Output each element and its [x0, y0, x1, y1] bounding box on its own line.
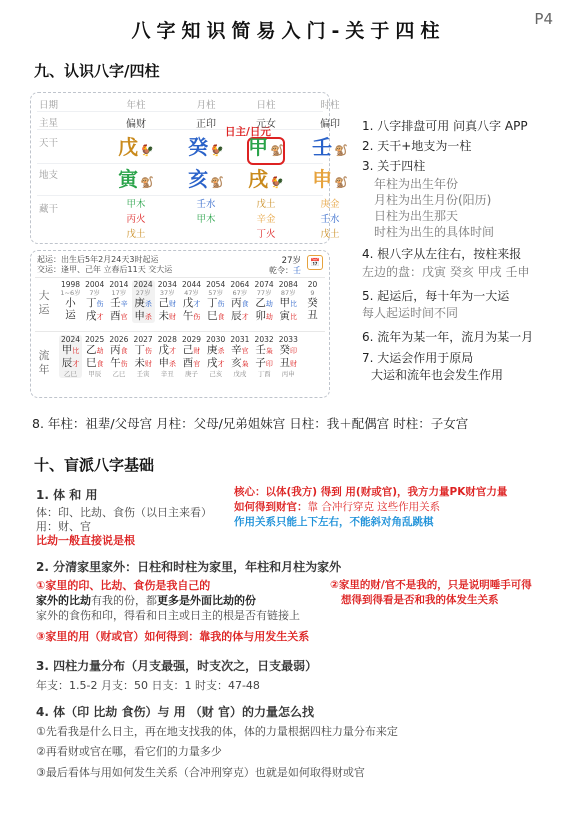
liunian-branch: 戌才: [206, 357, 225, 369]
dayun-stem-god: 伤: [96, 300, 104, 308]
liunian-branch-god: 食: [96, 360, 104, 368]
hidden-stem: 壬水: [196, 199, 216, 210]
stem-char: 甲: [248, 135, 269, 159]
liunian-branch: 亥枭: [231, 357, 249, 369]
liunian-col: [107, 335, 130, 378]
dayun-branch: 未财: [158, 310, 177, 322]
liunian-stem: 乙劫: [85, 344, 104, 356]
note-item: 日柱为出生那天: [374, 209, 459, 223]
stem-zodiac-icon: 🐒: [334, 144, 348, 157]
note-item: 年柱为出生年份: [374, 177, 459, 191]
branch-zodiac-icon: 🐒: [334, 176, 348, 189]
liunian-col: [180, 335, 203, 378]
s2-p3: 家外的食伤和印，得看和日主或日主的根是否有链接上: [36, 609, 300, 622]
branch-char: 戌: [248, 167, 269, 191]
branch-char: 亥: [188, 167, 209, 191]
pillars-panel: [30, 92, 348, 244]
hidden-stem: 丙火: [126, 214, 146, 225]
pillar-header-0: 年柱: [126, 100, 146, 111]
pillar-hidden-3: [305, 197, 355, 242]
s2-title: 2. 分清家里家外：日柱和时柱为家里，年柱和月柱为家外: [36, 560, 342, 574]
branch-zodiac-icon: 🐒: [210, 176, 224, 189]
dayun-branch: 戌才: [85, 310, 104, 322]
liunian-stem: 庚杀: [206, 344, 225, 356]
s1-core-2: 如何得到财官：靠 合冲行穿克 这些作用关系: [234, 501, 441, 513]
liunian-month-gz: 己亥: [209, 370, 223, 378]
s4-title: 4. 体（印 比劫 食伤）与 用 （财 官）的力量怎么找: [36, 705, 314, 719]
section-9-heading: 九、认识八字/四柱: [34, 62, 160, 80]
pillar-hidden-1: [181, 197, 231, 227]
dayun-branch: 卯劫: [255, 310, 273, 322]
liunian-branch: 辰才: [61, 357, 80, 369]
s3-title: 3. 四柱力量分布（月支最强，时支次之，日支最弱）: [36, 659, 318, 673]
palace-line: 8. 年柱：祖辈/父母宫 月柱：父母/兄弟姐妹宫 日柱：我＋配偶宫 时柱：子女宫: [32, 416, 469, 431]
liunian-stem-god: 官: [241, 347, 249, 355]
liunian-month-gz: 庚子: [185, 370, 198, 378]
rizhu-label: 日主/日元: [225, 126, 271, 138]
pillar-star-3: 偏印: [320, 119, 340, 130]
hidden-stem: 戊土: [126, 229, 146, 240]
liunian-branch-god: 才: [217, 360, 225, 368]
liunian-stem: 戊才: [158, 344, 177, 356]
s1-core: 核心：以体(我方) 得到 用(财或官)，我方力量PK财官力量: [234, 486, 508, 498]
s2-p5: 想得到得看是否和我的体发生关系: [341, 594, 499, 606]
s4-l3: ③最后看体与用如何发生关系（合冲刑穿克）也就是如何取得财或官: [36, 766, 365, 779]
dayun-branch: 午伤: [182, 310, 201, 322]
liunian-stem-god: 枭: [265, 347, 273, 355]
pillar-stem-2: [241, 137, 291, 157]
hidden-stem: 辛金: [256, 214, 276, 225]
liunian-stem: 辛官: [231, 344, 249, 356]
dayun-branch-god: 官: [120, 313, 128, 321]
liunian-branch: 午伤: [110, 357, 128, 369]
note-item: 1. 八字排盘可用 问真八字 APP: [362, 119, 528, 133]
liunian-stem: 壬枭: [255, 344, 273, 356]
branch-char: 寅: [118, 167, 139, 191]
note-item: 2. 天干+地支为一柱: [362, 139, 472, 153]
stem-char: 戊: [118, 135, 139, 159]
liunian-month-gz: 壬寅: [136, 370, 150, 378]
dayun-age: 9: [310, 289, 315, 297]
pillar-branch-3: [305, 169, 355, 189]
liunian-stem-god: 印: [290, 347, 298, 355]
row-label-branch: 地支: [39, 170, 59, 181]
dayun-year: 2004: [85, 280, 105, 289]
dayun-branch: 寅比: [279, 310, 298, 322]
stem-char: 癸: [188, 135, 209, 159]
pillar-branch-1: [181, 169, 231, 189]
hidden-stem: 丁火: [256, 229, 276, 240]
liunian-label: 流年: [38, 349, 50, 376]
liunian-year: 2028: [157, 335, 177, 344]
liunian-col: [59, 335, 82, 378]
liunian-stem: 丙食: [110, 344, 128, 356]
note-item: 每人起运时间不同: [362, 306, 459, 320]
liunian-year: 2032: [254, 335, 274, 344]
dayun-stem: 戊才: [182, 297, 201, 309]
dayun-age: 27岁: [135, 289, 151, 297]
dayun-branch: 辰才: [231, 310, 249, 322]
stem-zodiac-icon: 🐒: [270, 144, 284, 157]
pillar-branch-0: [111, 169, 161, 189]
dayun-branch-god: 比: [290, 313, 298, 321]
dayun-col: [132, 280, 155, 323]
liunian-stem: 丁伤: [134, 344, 152, 356]
s2-p4: ②家里的财/官不是我的，只是说明唾手可得: [330, 579, 532, 591]
liunian-year: 2026: [109, 335, 129, 344]
dayun-stem-god: 劫: [265, 300, 273, 308]
dayun-age: 47岁: [184, 289, 199, 297]
liunian-month-gz: 甲辰: [88, 370, 102, 378]
note-item: 左边的盘：戊寅 癸亥 甲戌 壬申: [362, 265, 530, 279]
dayun-branch-god: 杀: [144, 313, 152, 321]
liunian-branch: 丑财: [279, 357, 298, 369]
liunian-year: 2031: [230, 335, 250, 344]
liunian-year: 2029: [181, 335, 202, 344]
liunian-branch-god: 才: [72, 360, 80, 368]
dayun-age: 37岁: [159, 289, 175, 297]
dayun-year: 2034: [157, 280, 177, 289]
hidden-stem: 甲木: [126, 199, 146, 210]
s1-note: 比劫一般直接说是根: [36, 534, 135, 547]
dayun-stem: 己财: [158, 297, 177, 309]
liunian-col: [253, 335, 276, 378]
dayun-year: 2024: [133, 280, 153, 289]
branch-zodiac-icon: 🐓: [270, 176, 284, 189]
dayun-branch: 酉官: [110, 310, 128, 322]
calendar-icon[interactable]: 📅: [307, 255, 323, 270]
dayun-label: 大运: [38, 289, 50, 316]
dayun-stem: 小: [65, 297, 76, 309]
dayun-age: 7岁: [89, 289, 100, 297]
liunian-month-gz: 辛丑: [160, 370, 174, 378]
dayun-age: 77岁: [256, 289, 272, 297]
row-label-date: 日期: [39, 100, 59, 111]
stem-zodiac-icon: 🐓: [140, 144, 154, 157]
liunian-stem-god: 劫: [96, 347, 104, 355]
dayun-stem-god: 杀: [144, 300, 152, 308]
liunian-branch: 未财: [134, 357, 152, 369]
note-item: 大运和流年也会发生作用: [371, 368, 504, 382]
liunian-branch-god: 财: [290, 360, 298, 368]
jiaoyun-info: 交运：逢甲、己年 立春后11天 交大运: [37, 265, 173, 274]
dayun-stem-god: 食: [241, 300, 249, 308]
liunian-month-gz: 戊戌: [233, 370, 247, 378]
liunian-month-gz: 乙巳: [64, 370, 77, 378]
hidden-stem: 壬水: [320, 214, 340, 225]
liunian-month-gz: 乙巳: [112, 370, 126, 378]
liunian-branch-god: 官: [193, 360, 201, 368]
stem-char: 壬: [312, 135, 333, 159]
dayun-year: 2064: [230, 280, 250, 289]
page-number: P4: [534, 10, 553, 28]
dayun-year: 2054: [206, 280, 226, 289]
s4-l1: ①先看我是什么日主，再在地支找我的体，体的力量根据四柱力量分布来定: [36, 725, 398, 738]
s1-ti: 体：印、比劫、食伤（以日主来看）: [36, 506, 212, 519]
row-label-hidden: 藏干: [39, 204, 59, 215]
liunian-branch-god: 伤: [120, 360, 128, 368]
dayun-col: [59, 280, 82, 321]
dayun-stem: 丁伤: [85, 297, 104, 309]
dayun-branch-god: 劫: [265, 313, 273, 321]
dayun-col: [83, 280, 106, 323]
liunian-col: [277, 335, 300, 378]
dayun-age: 87岁: [280, 289, 296, 297]
dayun-stem-god: 财: [169, 300, 177, 308]
liunian-branch: 子印: [255, 357, 273, 369]
dayun-year: 2044: [181, 280, 202, 289]
note-item: 月柱为出生月份(阳历): [374, 193, 492, 207]
liunian-year: 2030: [206, 335, 226, 344]
dayun-col: [180, 280, 203, 323]
liunian-stem-god: 食: [120, 347, 128, 355]
note-item: 4. 根八字从左往右，按柱来报: [362, 247, 522, 261]
gender-line: 乾令：壬: [269, 266, 301, 275]
dayun-stem: 壬辛: [110, 297, 128, 309]
dayun-col: [107, 280, 130, 323]
liunian-col: [132, 335, 155, 378]
liunian-col: [83, 335, 106, 378]
liunian-stem-god: 财: [193, 347, 201, 355]
dayun-branch: 运: [65, 309, 76, 321]
dayun-col: [204, 280, 227, 323]
pillar-star-2: 元女: [256, 119, 276, 130]
dayun-age: 57岁: [208, 289, 224, 297]
s2-p6: ③家里的用（财或官）如何得到：靠我的体与用发生关系: [36, 630, 310, 643]
liunian-branch-god: 印: [265, 360, 273, 368]
note-item: 7. 大运会作用于原局: [362, 351, 474, 365]
dayun-branch-god: 才: [241, 313, 249, 321]
row-label-star: 主星: [39, 118, 59, 129]
dayun-age: 1~6岁: [60, 289, 81, 297]
branch-char: 申: [312, 167, 333, 191]
pillar-branch-2: [241, 169, 291, 189]
s1-title: 1. 体 和 用: [36, 488, 98, 502]
dayun-stem-god: 才: [193, 300, 201, 308]
hidden-stem: 戊土: [320, 229, 340, 240]
luck-panel: [30, 250, 330, 398]
s3-values: 年支：1.5-2 月支：50 日支：1 时支：47-48: [36, 679, 260, 692]
dayun-col: [301, 280, 324, 321]
liunian-stem: 甲比: [61, 344, 80, 356]
dayun-age: 17岁: [111, 289, 127, 297]
section-10-heading: 十、盲派八字基础: [34, 456, 155, 474]
liunian-branch: 申杀: [158, 357, 177, 369]
note-item: 时柱为出生的具体时间: [374, 225, 495, 239]
pillar-header-1: 月柱: [196, 100, 216, 111]
pillar-hidden-0: [111, 197, 161, 242]
dayun-year: 1998: [60, 280, 81, 289]
note-item: 5. 起运后，每十年为一大运: [362, 289, 510, 303]
note-item: 3. 关于四柱: [362, 159, 426, 173]
dayun-age: 67岁: [232, 289, 248, 297]
hidden-stem: 庚金: [320, 199, 340, 210]
dayun-branch-god: 才: [96, 313, 104, 321]
branch-zodiac-icon: 🐒: [140, 176, 154, 189]
s1-yong: 用：财、官: [36, 520, 91, 533]
dayun-year: 2084: [278, 280, 298, 289]
liunian-year: 2024: [60, 335, 81, 344]
liunian-col: [228, 335, 251, 378]
s2-p2: 家外的比劫有我的份，都更多是外面比劫的份: [36, 594, 256, 607]
dayun-stem: 丙食: [231, 297, 249, 309]
dayun-stem: 丁伤: [206, 297, 225, 309]
pillar-header-2: 日柱: [256, 100, 276, 111]
liunian-year: 2025: [85, 335, 105, 344]
dayun-col: [277, 280, 300, 323]
dayun-stem-god: 比: [290, 300, 298, 308]
dayun-stem-god: 辛: [120, 300, 128, 308]
note-item: 6. 流年为某一年，流月为某一月: [362, 330, 534, 344]
dayun-branch: 丑: [307, 309, 318, 321]
pillar-star-0: 偏财: [126, 119, 146, 130]
pillar-stem-3: [305, 137, 355, 157]
dayun-stem: 癸: [307, 297, 318, 309]
pillar-star-1: 正印: [196, 119, 216, 130]
pillar-stem-1: [181, 137, 231, 157]
pillar-header-3: 时柱: [320, 100, 340, 111]
liunian-stem-god: 比: [72, 347, 80, 355]
dayun-col: [228, 280, 251, 323]
current-age: 27岁: [281, 256, 301, 266]
liunian-col: [156, 335, 179, 378]
dayun-branch: 申杀: [134, 310, 152, 322]
liunian-branch-god: 杀: [169, 360, 177, 368]
qiyun-info: 起运：出生后5年2月24天3时起运: [37, 255, 159, 264]
dayun-stem: 庚杀: [134, 297, 152, 309]
dayun-branch-god: 财: [169, 313, 177, 321]
s4-l2: ②再看财或官在哪，看它们的力量多少: [36, 745, 222, 758]
hidden-stem: 甲木: [196, 214, 216, 225]
liunian-branch-god: 枭: [241, 360, 249, 368]
dayun-branch-god: 伤: [193, 313, 201, 321]
liunian-month-gz: 丙申: [281, 370, 295, 378]
dayun-stem: 甲比: [279, 297, 298, 309]
liunian-stem-god: 伤: [144, 347, 152, 355]
liunian-stem-god: 杀: [217, 347, 225, 355]
dayun-col: [253, 280, 276, 323]
dayun-year: 2074: [254, 280, 274, 289]
pillar-stem-0: [111, 137, 161, 157]
s2-p1: ①家里的印、比劫、食伤是我自己的: [36, 579, 211, 592]
dayun-stem-god: 伤: [217, 300, 225, 308]
liunian-stem: 己财: [182, 344, 201, 356]
stem-zodiac-icon: 🐓: [210, 144, 224, 157]
dayun-branch: 巳食: [206, 310, 225, 322]
liunian-col: [204, 335, 227, 378]
s1-core-3: 作用关系只能上下左右，不能斜对角乱跳棋: [234, 516, 434, 528]
liunian-year: 2033: [278, 335, 298, 344]
pillar-hidden-2: [241, 197, 291, 242]
liunian-branch: 酉官: [182, 357, 201, 369]
dayun-year: 20: [307, 280, 318, 289]
page-title: 八字知识简易入门-关于四柱: [131, 20, 446, 42]
dayun-year: 2014: [109, 280, 129, 289]
liunian-stem: 癸印: [279, 344, 298, 356]
dayun-stem: 乙劫: [255, 297, 273, 309]
liunian-month-gz: 丁酉: [257, 370, 271, 378]
liunian-year: 2027: [133, 335, 153, 344]
row-label-stem: 天干: [39, 138, 59, 149]
dayun-col: [156, 280, 179, 323]
liunian-branch: 巳食: [85, 357, 104, 369]
liunian-stem-god: 才: [169, 347, 177, 355]
hidden-stem: 戊土: [256, 199, 276, 210]
liunian-branch-god: 财: [144, 360, 152, 368]
dayun-branch-god: 食: [217, 313, 225, 321]
